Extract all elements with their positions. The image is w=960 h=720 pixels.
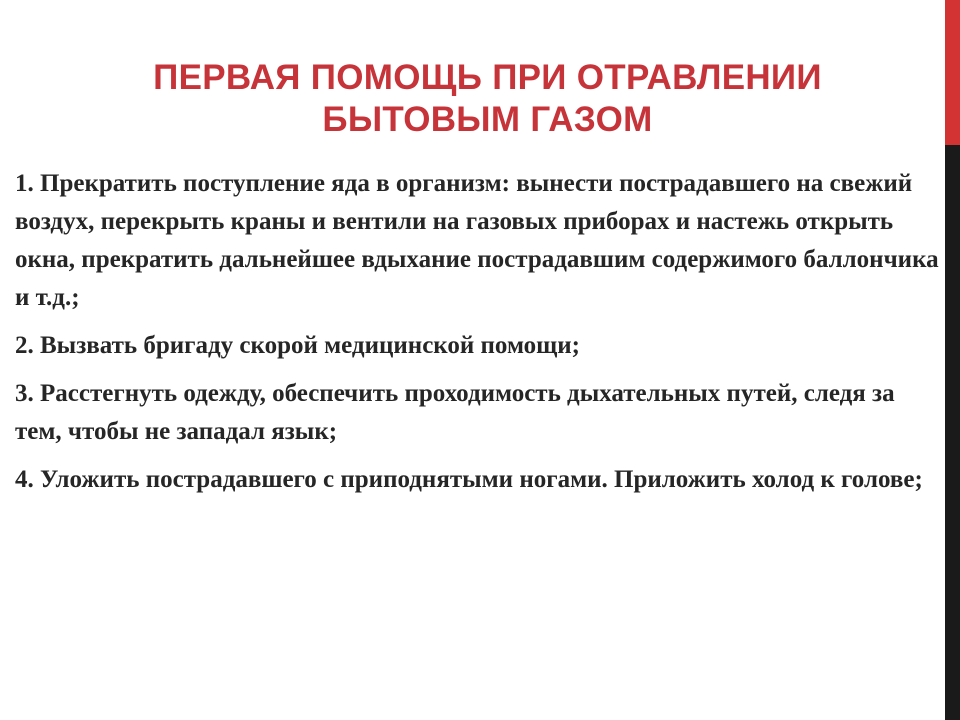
slide-title-line-2: БЫТОВЫМ ГАЗОМ [322, 100, 653, 139]
slide-body [15, 165, 940, 509]
list-item-3: 3. Расстегнуть одежду, обеспечить проходимость дыхательных путей, следя за тем, чтобы не западал язык; [15, 380, 895, 445]
slide-title-line-1: ПЕРВАЯ ПОМОЩЬ ПРИ ОТРАВЛЕНИИ [153, 58, 822, 97]
accent-bar-dark [945, 145, 960, 720]
slide-title [60, 57, 915, 141]
list-item-4: 4. Уложить пострадавшего с приподнятыми ногами. Приложить холод к голове; [15, 466, 923, 493]
list-item-2: 2. Вызвать бригаду скорой медицинской помощи; [15, 332, 580, 359]
list-item-1: 1. Прекратить поступление яда в организм: вынести пострадавшего на свежий воздух, перекрыть краны и вентили на газовых приборах и настежь открыть окна, прекратить дальнейшее вдыхание пострадавшим содержимого баллончика и т.д.; [15, 170, 939, 311]
accent-bar-red [945, 0, 960, 145]
